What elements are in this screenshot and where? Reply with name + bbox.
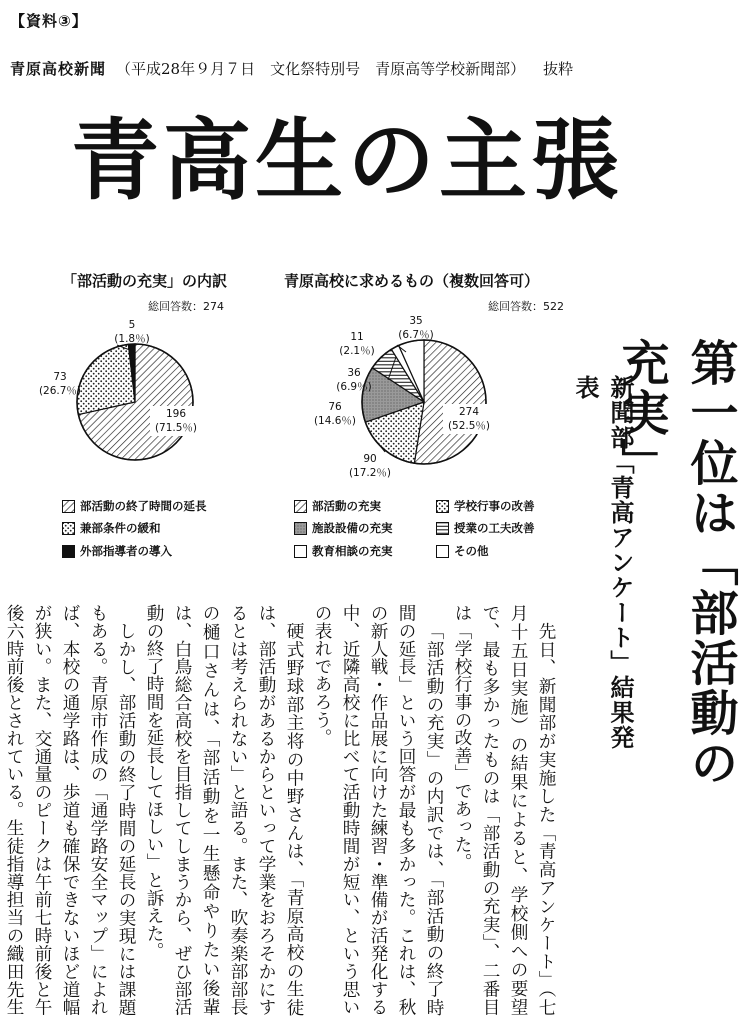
slice-percent: (17.2％) [348, 467, 392, 480]
legend-label: 部活動の充実 [312, 499, 381, 513]
slice-percent: (6.7％) [398, 329, 434, 342]
article-subheadline: 第一位は「部活動の充実」 [613, 338, 738, 788]
slice-value: 5 [128, 319, 136, 331]
pie-1-label-outside-b [30, 370, 90, 398]
legend-swatch-white [294, 545, 307, 558]
pie-1-label-outside-a [112, 318, 152, 346]
legend-item [62, 543, 172, 559]
chart-2-total: 総回答数：522 [488, 300, 564, 313]
legend-swatch-diagonal [62, 500, 75, 513]
chart-2-title: 青原高校に求めるもの（複数回答可） [284, 272, 540, 290]
slice-value: 90 [363, 453, 377, 465]
legend-label: 兼部条件の緩和 [80, 521, 161, 535]
legend-label: 教育相談の充実 [312, 544, 393, 558]
slice-value: 76 [328, 401, 342, 413]
slice-percent: (2.1％) [339, 345, 375, 358]
legend-item [294, 520, 393, 536]
legend-swatch-gray [294, 522, 307, 535]
legend-swatch-dots [436, 500, 449, 513]
legend-label: 授業の工夫改善 [454, 521, 535, 535]
article-paragraph: しかし、部活動の終了時間の延長の実現には課題もある。青原市作成の「通学路安全マップ」によれば、本校の通学路は、歩道も確保できないほど道幅が狭い。また、交通量のピークは午前七時前後と午後六時前後とされている。生徒指導担当の織田先生 [4, 604, 136, 1016]
slice-percent: (6.9％) [336, 381, 372, 394]
legend-swatch-solid [62, 545, 75, 558]
headline: 青高生の主張 [70, 109, 623, 212]
legend-label: 施設設備の充実 [312, 521, 393, 535]
slice-value: 196 [165, 408, 187, 420]
legend-item [294, 543, 393, 559]
chart-1-total: 総回答数：274 [148, 300, 224, 313]
slice-percent: (52.5％) [447, 420, 491, 433]
pie-2-label-inside [443, 404, 495, 434]
slice-value: 274 [458, 406, 480, 418]
slice-percent: (71.5％) [154, 422, 198, 435]
pie-chart-1 [77, 344, 193, 460]
legend-label: 学校行事の改善 [454, 499, 535, 513]
article-byline: 新聞部「青高アンケート」結果発表 [571, 375, 635, 750]
legend-swatch-hlines [436, 522, 449, 535]
legend-swatch-white [436, 545, 449, 558]
document-tag: 【資料③】 [10, 12, 88, 30]
issue-info: （平成28年９月７日 文化祭特別号 青原高等学校新聞部） [116, 60, 526, 78]
pie-chart-2 [362, 340, 486, 464]
slice-value: 73 [53, 371, 67, 383]
article-paragraph: 「部活動の充実」の内訳では、「部活動の終了時間の延長」という回答が最も多かった。これは、秋の新人戦・作品展に向けた練習・準備が活発化する中、近隣高校に比べて活動時間が短い、という思いの表れであろう。 [312, 604, 444, 1016]
legend-label: 部活動の終了時間の延長 [80, 499, 207, 513]
slice-percent: (1.8％) [114, 333, 150, 346]
article-paragraph: 硬式野球部主将の中野さんは、「青原高校の生徒は、部活動があるからといって学業をおろそかにするとは考えられない」と語る。また、吹奏楽部部長の樋口さんは、「部活動を一生懸命やりたい後輩は、白鳥総合高校を目指してしまうから、ぜひ部活動の終了時間を延長してほしい」と訴えた。 [144, 604, 304, 1016]
slice-percent: (14.6％) [313, 415, 357, 428]
newspaper-name: 青原高校新聞 [10, 60, 107, 78]
legend-item [436, 520, 535, 536]
legend-label: 外部指導者の導入 [80, 544, 172, 558]
pie-2-label-outside-c [330, 366, 378, 394]
pie-2-label-outside-b [333, 330, 381, 358]
slice-value: 35 [409, 315, 423, 327]
chart-1-title: 「部活動の充実」の内訳 [62, 272, 228, 290]
legend-swatch-diagonal [294, 500, 307, 513]
pie-2-label-outside-a [392, 314, 440, 342]
slice-value: 11 [350, 331, 364, 343]
legend-swatch-dots [62, 522, 75, 535]
legend-item [436, 543, 489, 559]
legend-item [294, 498, 381, 514]
slice-percent: (26.7％) [38, 385, 82, 398]
legend-item [62, 498, 207, 514]
legend-item [62, 520, 161, 536]
slice-value: 36 [347, 367, 361, 379]
excerpt-label: 抜粋 [543, 60, 574, 78]
article-body [4, 604, 560, 1016]
pie-2-label-outside-e [340, 452, 400, 480]
legend-item [436, 498, 535, 514]
pie-1-label-inside [150, 406, 202, 436]
article-paragraph: 先日、新聞部が実施した「青高アンケート」（七月十五日実施）の結果によると、学校側への要望で、最も多かったものは「部活動の充実」、二番目は「学校行事の改善」であった。 [452, 604, 556, 1016]
legend-label: その他 [454, 544, 489, 558]
pie-2-label-outside-d [305, 400, 365, 428]
